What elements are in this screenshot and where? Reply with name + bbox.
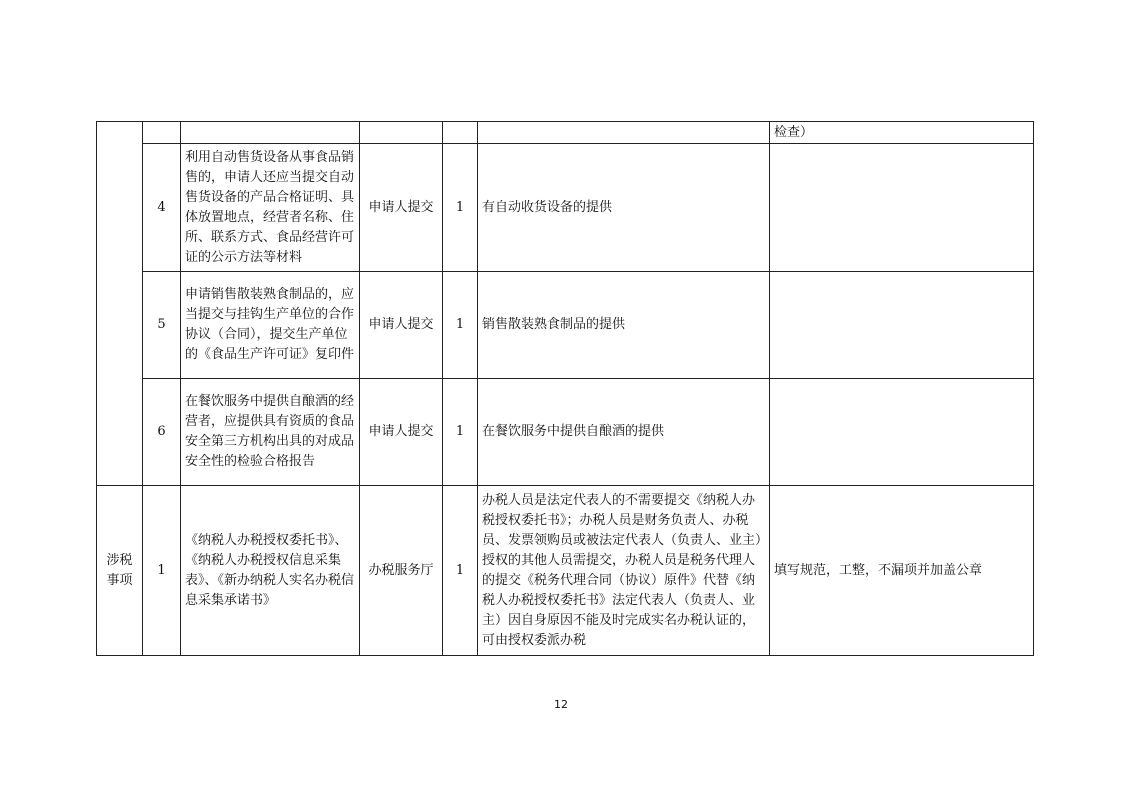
quantity-cell: 1: [443, 379, 478, 486]
requirements-table: [96, 121, 1034, 656]
method-cell: 申请人提交: [360, 272, 443, 379]
requirement-cell: 办税人员是法定代表人的不需要提交《纳税人办税授权委托书》；办税人员是财务负责人、办税员、发票领购员或被法定代表人（负责人、业主）授权的其他人员需提交，办税人员是税务代理人的提交《税务代理合同（协议）原件》代替《纳税人办税授权委托书》法定代表人（负责人、业主）因自身原因不能及时完成实名办税认证的，可由授权委派办税: [478, 486, 770, 656]
row-number: 4: [143, 144, 181, 272]
method-cell: 办税服务厅: [360, 486, 443, 656]
page-number: 12: [554, 698, 568, 711]
requirement-cell: 有自动收货设备的提供: [478, 144, 770, 272]
quantity-cell: 1: [443, 272, 478, 379]
material-cell: 《纳税人办税授权委托书》、《纳税人办税授权信息采集表》、《新办纳税人实名办税信息采集承诺书》: [181, 486, 360, 656]
table-row: [97, 379, 1034, 486]
requirement-cell: 销售散装熟食制品的提供: [478, 272, 770, 379]
table-row: [97, 122, 1034, 144]
material-cell: 利用自动售货设备从事食品销售的，申请人还应当提交自动售货设备的产品合格证明、具体放置地点，经营者名称、住所、联系方式、食品经营许可证的公示方法等材料: [181, 144, 360, 272]
requirement-cell: 在餐饮服务中提供自酿酒的提供: [478, 379, 770, 486]
requirement-cell: [478, 122, 770, 144]
row-number: 1: [143, 486, 181, 656]
category-cell-blank: [97, 122, 143, 486]
quantity-cell: [443, 122, 478, 144]
method-cell: [360, 122, 443, 144]
standard-cell: 填写规范，工整，不漏项并加盖公章: [770, 486, 1034, 656]
standard-cell: [770, 379, 1034, 486]
row-number: 6: [143, 379, 181, 486]
table-row: [97, 272, 1034, 379]
method-cell: 申请人提交: [360, 379, 443, 486]
standard-cell: 检查）: [770, 122, 1034, 144]
method-cell: 申请人提交: [360, 144, 443, 272]
table-row: [97, 144, 1034, 272]
row-number: [143, 122, 181, 144]
quantity-cell: 1: [443, 486, 478, 656]
category-cell: 涉税事项: [97, 486, 143, 656]
table-row: [97, 486, 1034, 656]
material-cell: [181, 122, 360, 144]
row-number: 5: [143, 272, 181, 379]
standard-cell: [770, 272, 1034, 379]
standard-cell: [770, 144, 1034, 272]
material-cell: 申请销售散装熟食制品的，应当提交与挂钩生产单位的合作协议（合同），提交生产单位的《食品生产许可证》复印件: [181, 272, 360, 379]
material-cell: 在餐饮服务中提供自酿酒的经营者，应提供具有资质的食品安全第三方机构出具的对成品安全性的检验合格报告: [181, 379, 360, 486]
quantity-cell: 1: [443, 144, 478, 272]
